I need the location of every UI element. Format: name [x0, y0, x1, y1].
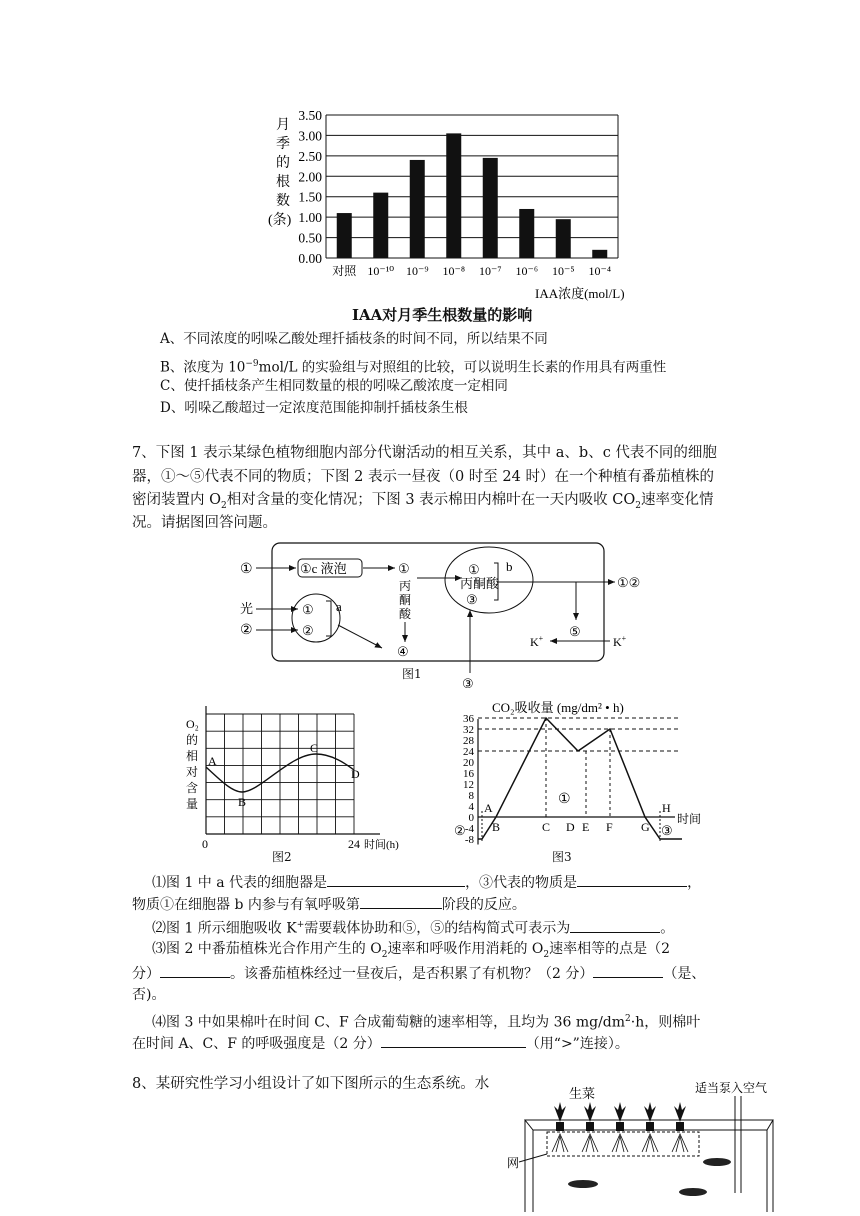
fig3-point-label: B — [492, 820, 501, 834]
fig2-ylabel-char: 相 — [186, 749, 199, 763]
input-3-bottom: ③ — [462, 676, 474, 688]
figure3-chart — [420, 695, 710, 850]
fig3-ytick: 36 — [463, 713, 474, 725]
q7-line3: 密闭装置内 $O_2$相对含量的变化情况；下图 3 表示棉田内棉叶在一天内吸收 $CO_2$速率变化情 — [132, 492, 714, 511]
q8-text: 8、某研究性学习小组设计了如下图所示的生态系统。水 — [132, 1076, 490, 1092]
fig2-xlabel: 时间(h) — [364, 839, 399, 851]
fish-icon — [703, 1158, 731, 1166]
chart1-grid — [326, 115, 618, 258]
chart1-bar — [446, 133, 461, 258]
chart1-ylabel-char: 的 — [276, 156, 290, 171]
pyruvate-char2: 酮 — [399, 593, 412, 607]
question-4-line1: ⑷图 3 中如果棉叶在时间 C、F 合成葡萄糖的速率相等，且均为 36 $mg/dm^2\cdot h$，则棉叶 — [152, 1014, 701, 1031]
lettuce-roots — [672, 1134, 688, 1152]
q7-line1: 7、下图 1 表示某绿色植物细胞内部分代谢活动的相互关系，其中 a、b、c 代表不同的细胞 — [132, 445, 717, 461]
fig2-x24: 24 — [348, 837, 360, 851]
lettuce-plants — [552, 1102, 688, 1152]
chart1-ylabel-char: 根 — [276, 175, 290, 190]
light-label: 光 — [240, 601, 254, 616]
figure1-caption: 图1 — [402, 667, 422, 681]
net — [547, 1132, 699, 1156]
fig3-ytick: 24 — [463, 746, 474, 758]
fig3-ytick: 20 — [463, 757, 474, 769]
chart1-ytick: 1.00 — [298, 210, 322, 226]
q6-option-b: B、浓度为 $10^{-9}mol/L$ 的实验组与对照组的比较，可以说明生长素的作用具有两重性 — [160, 359, 667, 376]
region-1: ① — [558, 792, 571, 807]
chart1-xtick: 对照 — [332, 264, 357, 278]
region-2: ② — [454, 823, 466, 838]
lettuce-stem — [646, 1122, 654, 1131]
q7-line2: 器，①～⑤代表不同的物质；下图 2 表示一昼夜（0 时至 24 时）在一个种植有番茄植株的 — [132, 469, 714, 485]
chart1-xlabel: IAA浓度(mol/L) — [535, 286, 625, 301]
lettuce-stem — [616, 1122, 624, 1131]
fig3-point-label: A — [484, 801, 493, 815]
chart1-ytick: 0.50 — [298, 230, 322, 246]
lettuce-roots — [582, 1134, 598, 1152]
lettuce-roots — [552, 1134, 568, 1152]
chart1-bar — [483, 158, 498, 258]
chart1-ytick: 1.50 — [298, 189, 322, 205]
fig3-point-label: H — [662, 801, 671, 815]
chart1-yticks — [298, 108, 322, 266]
air-pump-label: 适当泵入空气 — [695, 1081, 768, 1095]
question-2: ⑵图 1 所示细胞吸收 K+需要载体协助和⑤，⑤的结构简式可表示为 。 — [152, 915, 674, 940]
input-2-label: ② — [240, 623, 253, 638]
vacuole-label: ①c 液泡 — [300, 561, 347, 576]
q6-option-a: A、不同浓度的吲哚乙酸处理扦插枝条的时间不同，所以结果不同 — [160, 331, 548, 347]
node-1: ① — [398, 561, 410, 576]
fig2-point-c: C — [310, 741, 319, 755]
fig3-ytick: 28 — [463, 735, 474, 747]
fig3-point-label: G — [641, 820, 650, 834]
co2-curve — [478, 718, 682, 839]
chart1-xtick: 10⁻⁹ — [405, 264, 429, 278]
fig3-ytick: 32 — [463, 724, 474, 736]
output-12: ①② — [617, 575, 641, 590]
chart1-ylabel-char: 数 — [276, 194, 290, 209]
a-label: a — [336, 599, 342, 614]
question-1-line2: 物质①在细胞器 b 内参与有氧呼吸第 阶段的反应。 — [132, 893, 526, 916]
fish-icon — [568, 1180, 598, 1188]
lettuce-leaves — [644, 1102, 656, 1122]
chart1-xtick: 10⁻⁵ — [551, 264, 575, 278]
chart1-ytick: 2.00 — [298, 169, 322, 185]
fig3-ytick: 16 — [463, 768, 474, 780]
fig3-point-label: E — [582, 820, 590, 834]
fig2-ylabel-char: O₂ — [186, 717, 199, 731]
fig2-x0: 0 — [202, 837, 208, 851]
fig2-ylabel-char: 含 — [186, 781, 199, 795]
chart1-ylabel — [268, 117, 292, 228]
b-label: b — [506, 559, 513, 574]
fig3-ytick: 0 — [468, 812, 474, 824]
chart1-bar — [592, 250, 607, 258]
question-3-line3: 否)。 — [132, 987, 166, 1003]
question-4-line2: 在时间 A、C、F 的呼吸强度是（2 分） （用“>”连接）。 — [132, 1032, 629, 1055]
fish-icon — [679, 1188, 707, 1196]
lettuce-roots — [642, 1134, 658, 1152]
chart1-xtick: 10⁻⁴ — [588, 264, 612, 278]
question-3-line2: 分） 。该番茄植株经过一昼夜后，是否积累了有机物？（2 分） （是、 — [132, 962, 705, 985]
fig3-ytick: 12 — [463, 779, 474, 791]
chart1-ylabel-char: 月 — [276, 118, 290, 133]
fig3-point-label: D — [566, 820, 575, 834]
figure2-caption: 图2 — [272, 850, 292, 864]
chart1-xticks — [332, 263, 611, 278]
b-node-1: ① — [468, 562, 480, 577]
figure1-diagram — [232, 538, 652, 688]
k-outside: K+ — [613, 634, 627, 649]
figure3-caption: 图3 — [552, 850, 572, 864]
lettuce-label: 生菜 — [569, 1086, 596, 1101]
region-3: ③ — [661, 823, 673, 838]
chart1-bar — [556, 219, 571, 258]
lettuce-leaves — [554, 1102, 566, 1122]
lettuce-leaves — [614, 1102, 626, 1122]
fig3-point-label: F — [606, 820, 613, 834]
fig2-ylabel-char: 的 — [186, 733, 199, 747]
fig3-ytick: -4 — [464, 823, 474, 835]
b-node-3: ③ — [466, 592, 478, 607]
fig3-ytick: 4 — [468, 801, 474, 813]
fig2-ylabel-char: 量 — [186, 797, 199, 811]
node-5: ⑤ — [569, 624, 581, 639]
chart1-ytick: 3.50 — [298, 108, 322, 123]
fig3-xlabel: 时间 — [677, 812, 702, 826]
chart1-caption: IAA对月季生根数量的影响 — [352, 306, 533, 324]
chart1-xtick: 10⁻¹⁰ — [367, 264, 395, 278]
lettuce-leaves — [674, 1102, 686, 1122]
lettuce-stem — [556, 1122, 564, 1131]
question-3-line1: ⑶图 2 中番茄植株光合作用产生的 $O_2$速率和呼吸作用消耗的 $O_2$速率相等的点是（2 — [152, 941, 671, 960]
chart1-bar — [373, 193, 388, 258]
fig2-point-d: D — [351, 767, 360, 781]
chart1-bars — [337, 133, 608, 258]
question-1-line1: ⑴图 1 中 a 代表的细胞器是 ，③代表的物质是 ， — [152, 871, 701, 894]
node-4: ④ — [397, 644, 409, 659]
a-node-1: ① — [302, 602, 314, 617]
iaa-bar-chart — [260, 105, 640, 320]
chart1-xtick: 10⁻⁶ — [515, 264, 539, 278]
lettuce-stem — [676, 1122, 684, 1131]
q7-line4: 况。请据图回答问题。 — [132, 515, 277, 531]
chart1-ytick: 3.00 — [298, 128, 322, 144]
chloroplast-a — [292, 594, 340, 642]
b-pyruvate: 丙酮酸 — [460, 576, 500, 591]
fig3-title: CO₂吸收量 (mg/dm² • h) — [492, 700, 624, 715]
chart1-ytick: 2.50 — [298, 148, 322, 164]
pyruvate-char1: 丙 — [399, 579, 412, 593]
chart1-xtick: 10⁻⁷ — [478, 264, 502, 278]
chart1-bar — [519, 209, 534, 258]
a-node-2: ② — [302, 623, 314, 638]
chart1-bar — [410, 160, 425, 258]
fig2-point-b: B — [238, 795, 247, 809]
input-1-label: ① — [240, 562, 253, 577]
pyruvate-char3: 酸 — [399, 607, 412, 621]
fig3-point-label: C — [542, 820, 551, 834]
lettuce-stem — [586, 1122, 594, 1131]
q8-tank-diagram — [505, 1078, 795, 1216]
fig3-ytick: 8 — [468, 790, 474, 802]
q6-option-c: C、使扦插枝条产生相同数量的根的吲哚乙酸浓度一定相同 — [160, 378, 508, 394]
chart1-ytick: 0.00 — [298, 251, 322, 266]
figure2-chart — [180, 700, 420, 865]
fig2-point-a: A — [208, 754, 217, 768]
chart1-ylabel-char: 季 — [276, 137, 290, 152]
fig2-ylabel-char: 对 — [186, 765, 199, 779]
chart1-xtick: 10⁻⁸ — [442, 264, 466, 278]
chart1-bar — [337, 213, 352, 258]
lettuce-leaves — [584, 1102, 596, 1122]
fig3-ytick: -8 — [464, 834, 474, 846]
q6-option-d: D、吲哚乙酸超过一定浓度范围能抑制扦插枝条生根 — [160, 400, 468, 416]
lettuce-roots — [612, 1134, 628, 1152]
fig2-ylabel — [186, 717, 199, 811]
net-label: 网 — [507, 1156, 520, 1170]
chart1-ylabel-char: (条) — [268, 213, 292, 228]
k-inside: K+ — [530, 634, 544, 649]
